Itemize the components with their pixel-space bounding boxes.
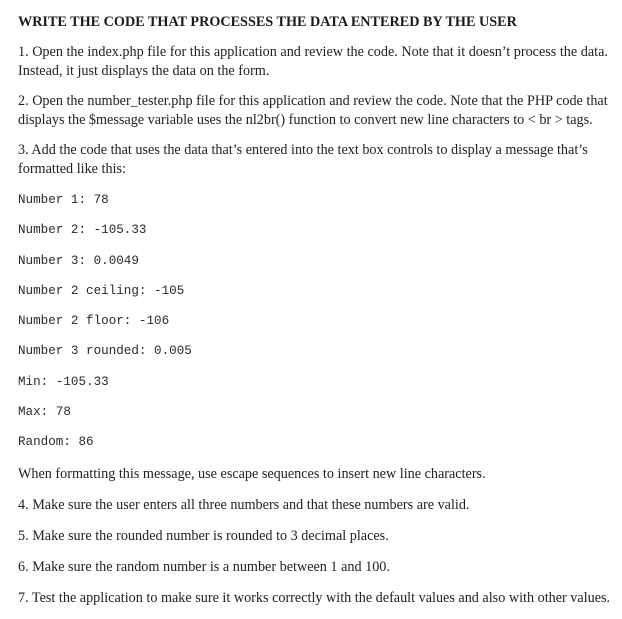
assignment-heading: WRITE THE CODE THAT PROCESSES THE DATA ENTERED BY THE USER	[18, 14, 517, 30]
sample-output-line: Number 1: 78	[18, 193, 109, 207]
step-7-text: 7. Test the application to make sure it works correctly with the default values and also with other values.	[18, 589, 611, 606]
step-6-text: 6. Make sure the random number is a number between 1 and 100.	[18, 558, 390, 575]
sample-output-line: Number 2: -105.33	[18, 223, 147, 238]
sample-output-line: Max: 78	[18, 405, 71, 420]
step-1-text: 1. Open the index.php file for this application and review the code. Note that it doesn’t process the data. Instead, it just displays the data on the form.	[18, 44, 608, 79]
sample-output-line: Number 3: 0.0049	[18, 253, 139, 268]
formatting-note-text: When formatting this message, use escape sequences to insert new line characters.	[18, 465, 486, 482]
sample-output-block	[18, 192, 614, 450]
sample-output-line: Number 3 rounded: 0.005	[18, 344, 192, 359]
step-4-text: 4. Make sure the user enters all three numbers and that these numbers are valid.	[18, 496, 470, 513]
step-3-text: 3. Add the code that uses the data that’s entered into the text box controls to display a message that’s formatted like this:	[18, 142, 588, 177]
step-5-text: 5. Make sure the rounded number is rounded to 3 decimal places.	[18, 527, 389, 544]
sample-output-line: Number 2 floor: -106	[18, 314, 170, 329]
step-2-text: 2. Open the number_tester.php file for this application and review the code. Note that the PHP code that displays the $message variable uses the nl2br() function to convert new line characters to < br > tags.	[18, 93, 608, 128]
sample-output-line: Number 2 ceiling: -105	[18, 283, 185, 298]
sample-output-line: Min: -105.33	[18, 374, 109, 389]
sample-output-line: Random: 86	[18, 435, 94, 450]
